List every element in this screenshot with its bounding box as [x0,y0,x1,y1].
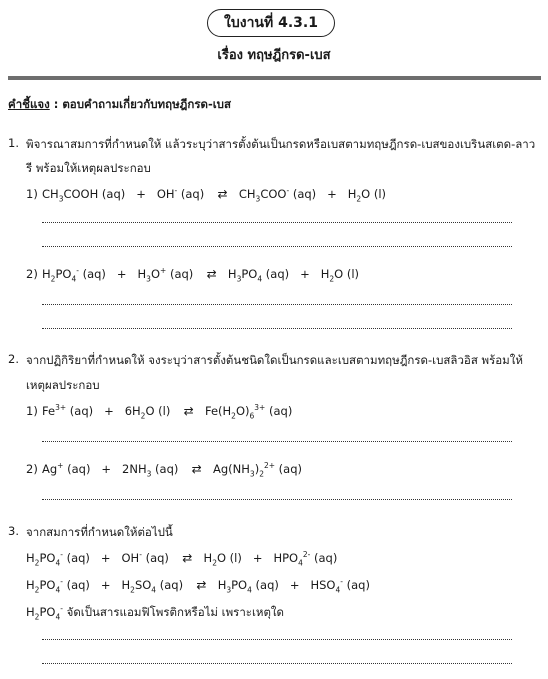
q2-sub2-number: 2) [26,462,38,476]
answer-line[interactable] [42,246,512,247]
q2-sub1-equation: $Fe^{3+}$ (aq) + $6H_2O$ (l) ⇄ $Fe(H_2O)_6^{3+}$ (aq) [42,403,293,421]
q1-sub2-equation: $H_2PO_4^-$ (aq) + $H_3O^+$ (aq) ⇄ $H_3PO_4$ (aq) + $H_2O$ (l) [42,266,360,284]
q3-equation-1: $H_2PO_4^-$ (aq) + OH- (aq) ⇄ $H_2O$ (l) + $HPO_4^{2-}$ (aq) [26,550,338,568]
instructions-label: คำชี้แจง [8,97,50,111]
q2-sub1-number: 1) [26,404,38,418]
q3-question: $H_2PO_4^-$ จัดเป็นสารแอมฟิโพรติกหรือไม่ เพราะเหตุใด [26,604,285,622]
q3-text: จากสมการที่กำหนดให้ต่อไปนี้ [26,525,173,539]
answer-line[interactable] [42,499,512,500]
equilibrium-arrow-icon: ⇄ [206,267,215,281]
equilibrium-arrow-icon: ⇄ [196,578,205,592]
q3-number: 3. [8,524,19,538]
equilibrium-arrow-icon: ⇄ [182,551,191,565]
answer-line[interactable] [42,222,512,223]
worksheet-title [207,9,335,37]
instructions [8,96,231,114]
q1-sub2-number: 2) [26,267,38,281]
answer-line[interactable] [42,304,512,305]
answer-line[interactable] [42,441,512,442]
equilibrium-arrow-icon: ⇄ [217,187,226,201]
answer-line[interactable] [42,639,512,640]
q2-text-line2: เหตุผลประกอบ [26,378,100,392]
q3-question-text: จัดเป็นสารแอมฟิโพรติกหรือไม่ เพราะเหตุใด [62,605,285,619]
equilibrium-arrow-icon: ⇄ [191,462,200,476]
q1-sub1-equation: $CH_3COOH$ (aq) + OH- (aq) ⇄ $CH_3COO^-$ (aq) + $H_2O$ (l) [42,186,387,204]
instructions-text: ตอบคำถามเกี่ยวกับทฤษฎีกรด-เบส [62,97,231,111]
answer-line[interactable] [42,663,512,664]
q2-number: 2. [8,352,19,366]
answer-line[interactable] [42,328,512,329]
instructions-separator: : [49,97,63,111]
q1-sub1-number: 1) [26,187,38,201]
worksheet-subtitle: เรื่อง ทฤษฎีกรด-เบส [217,48,331,63]
q1-text-line1: พิจารณาสมการที่กำหนดให้ แล้วระบุว่าสารตั้งต้นเป็นกรดหรือเบสตามทฤษฎีกรด-เบสของเบรินสเตด-ลาว [26,137,536,151]
q2-text-line1: จากปฏิกิริยาที่กำหนดให้ จงระบุว่าสารตั้งต้นชนิดใดเป็นกรดและเบสตามทฤษฎีกรด-เบสลิวอิส พร้อมให้ [26,353,523,367]
q1-number: 1. [8,136,19,150]
header-divider [8,76,541,80]
q2-sub2-equation: Ag+ (aq) + $2NH_3$ (aq) ⇄ $Ag(NH_3)_2^{2+}$ (aq) [42,461,303,479]
worksheet-title-text: ใบงานที่ 4.3.1 [224,15,318,31]
q3-equation-2: $H_2PO_4^-$ (aq) + $H_2SO_4$ (aq) ⇄ $H_3PO_4$ (aq) + $HSO_4^-$ (aq) [26,577,370,595]
equilibrium-arrow-icon: ⇄ [183,404,192,418]
q1-text-line2: รี พร้อมให้เหตุผลประกอบ [26,161,151,175]
